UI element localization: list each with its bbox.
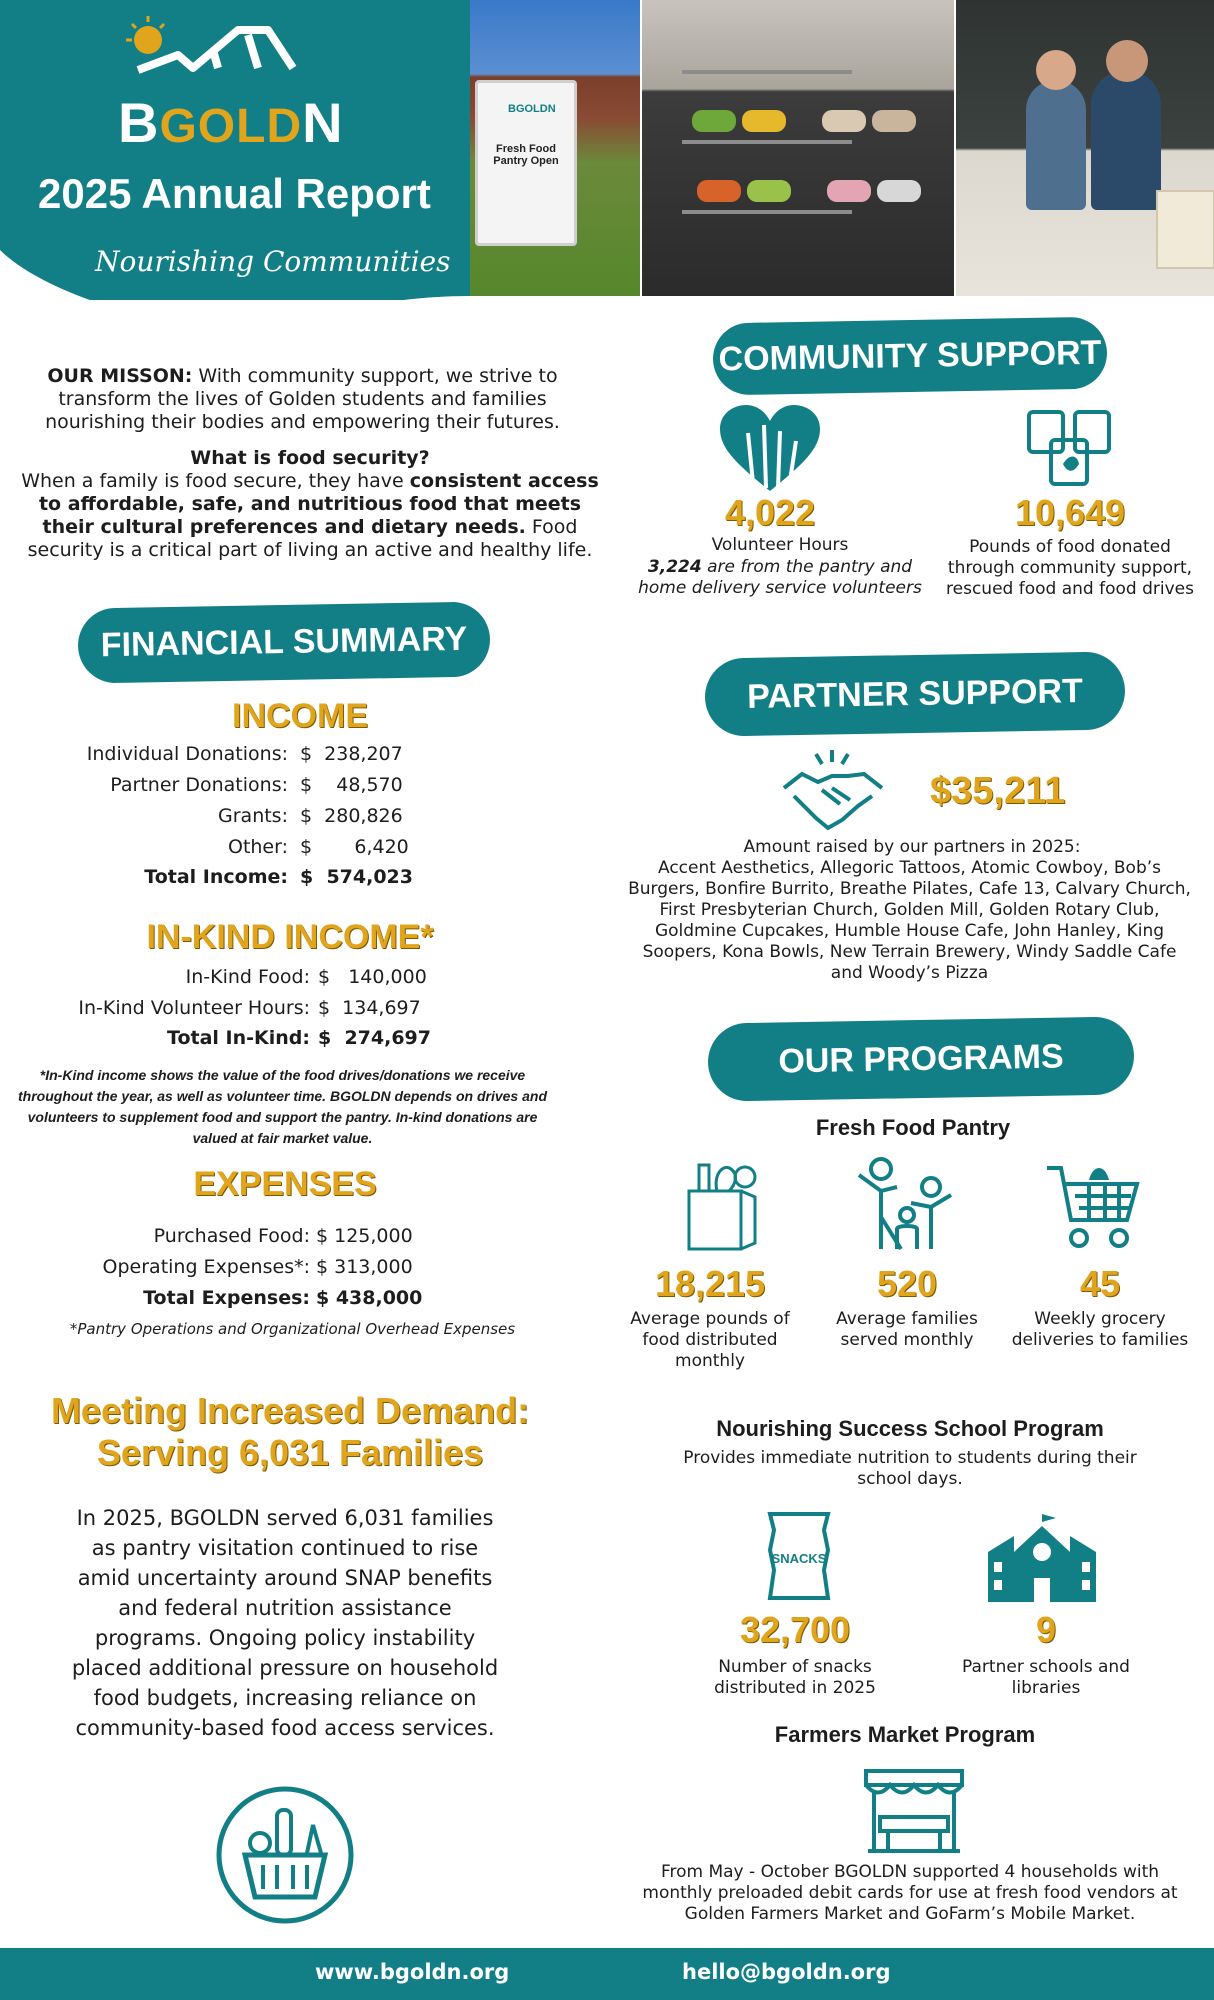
logo bbox=[118, 10, 358, 160]
school-stat-label: Partner schools and libraries bbox=[962, 1657, 1130, 1698]
inkind-total-value: $ 274,697 bbox=[318, 1027, 431, 1049]
pantry-stat-value: 45 bbox=[1079, 1263, 1121, 1304]
expense-row-value: $ 125,000 bbox=[316, 1225, 413, 1247]
basket-icon bbox=[215, 1785, 355, 1925]
our-programs-heading: OUR PROGRAMS bbox=[707, 1016, 1134, 1101]
logo-gold: GOLD bbox=[159, 100, 303, 153]
volunteer-sub-text: are from the pantry and home delivery service volunteers bbox=[638, 557, 922, 598]
canned-food-icon bbox=[1025, 402, 1115, 488]
pounds-donated-label: Pounds of food donated through community support, rescued food and food drives bbox=[946, 537, 1194, 599]
income-heading: INCOME bbox=[232, 697, 368, 735]
income-row-value: $ 48,570 bbox=[300, 774, 403, 796]
handshake-icon bbox=[782, 748, 884, 832]
partner-support-heading: PARTNER SUPPORT bbox=[704, 651, 1125, 736]
pounds-donated-value: 10,649 bbox=[1014, 492, 1126, 533]
expenses-note: *Pantry Operations and Organizational Overhead Expenses bbox=[69, 1320, 516, 1338]
income-row-label: Individual Donations: bbox=[86, 743, 288, 765]
income-row-value: $ 280,826 bbox=[300, 805, 403, 827]
pantry-stat-label: Weekly grocery deliveries to families bbox=[1011, 1309, 1189, 1350]
farmers-market-title: Farmers Market Program bbox=[774, 1722, 1036, 1747]
heart-hands-icon bbox=[718, 403, 822, 493]
inkind-row-value: $ 140,000 bbox=[318, 966, 427, 988]
school-stat-label: Number of snacks distributed in 2025 bbox=[714, 1657, 876, 1698]
logo-b: B bbox=[118, 91, 160, 154]
income-total-label: Total Income: bbox=[144, 866, 288, 888]
expense-row-label: Operating Expenses*: bbox=[102, 1256, 310, 1278]
income-row-label: Other: bbox=[227, 836, 288, 858]
school-stat-value: 9 bbox=[1035, 1609, 1057, 1650]
school-building-icon bbox=[984, 1512, 1100, 1604]
partner-raised-label: Amount raised by our partners in 2025: bbox=[743, 837, 1081, 857]
expense-row-label: Purchased Food: bbox=[153, 1225, 310, 1247]
school-stat-value: 32,700 bbox=[739, 1609, 851, 1650]
income-row-value: $ 238,207 bbox=[300, 743, 403, 765]
email-link[interactable]: hello@bgoldn.org bbox=[682, 1960, 891, 1984]
income-row-label: Partner Donations: bbox=[110, 774, 288, 796]
inkind-row-value: $ 134,697 bbox=[318, 997, 421, 1019]
expenses-heading: EXPENSES bbox=[193, 1165, 377, 1203]
sign-text: Fresh Food Pantry Open bbox=[493, 143, 559, 167]
pantry-stat-label: Average pounds of food distributed monthly bbox=[630, 1309, 790, 1371]
grocery-bag-icon bbox=[683, 1155, 761, 1253]
volunteer-hours-value: 4,022 bbox=[724, 492, 816, 533]
sign-logo: BGOLDN bbox=[508, 103, 556, 115]
demand-text: In 2025, BGOLDN served 6,031 families as pantry visitation continued to rise amid uncertainty around SNAP benefits and federal nutrition assistance programs. Ongoing policy instability placed additional pressure on household food budgets, increasing reliance on community-based food access services. bbox=[71, 1506, 499, 1740]
pantry-stat-value: 520 bbox=[876, 1263, 938, 1304]
income-row-value: $ 6,420 bbox=[300, 836, 409, 858]
food-security-text-1: When a family is food secure, they have bbox=[21, 470, 404, 492]
family-icon bbox=[857, 1155, 955, 1253]
partner-list: Accent Aesthetics, Allegoric Tattoos, Atomic Cowboy, Bob’s Burgers, Bonfire Burrito, Breathe Pilates, Cafe 13, Calvary Church, First Presbyterian Church, Golden Mill, Golden Rotary Club, Goldmine Cupcakes, Humble House Cafe, John Hanley, King Soopers, Kona Bowls, New Terrain Brewery, Windy Saddle Cafe and Woody’s Pizza bbox=[628, 858, 1191, 983]
demand-heading-line-2: Serving 6,031 Families bbox=[96, 1432, 484, 1473]
inkind-total-label: Total In-Kind: bbox=[167, 1027, 310, 1049]
pantry-sign bbox=[475, 80, 577, 246]
income-row-label: Grants: bbox=[218, 805, 288, 827]
income-total-value: $ 574,023 bbox=[300, 866, 413, 888]
expense-row-value: $ 313,000 bbox=[316, 1256, 413, 1278]
food-security-question: What is food security? bbox=[190, 447, 430, 469]
volunteer-sub-bold: 3,224 bbox=[647, 557, 702, 577]
tagline: Nourishing Communities bbox=[95, 245, 451, 278]
fresh-food-pantry-title: Fresh Food Pantry bbox=[815, 1115, 1011, 1140]
pantry-stat-label: Average families served monthly bbox=[836, 1309, 978, 1350]
photo-food-shelves bbox=[642, 0, 954, 296]
market-stand-icon bbox=[862, 1767, 966, 1853]
mission-text: With community support, we strive to transform the lives of Golden students and families nourishing their bodies and empowering their futures. bbox=[45, 365, 560, 433]
shopping-cart-icon bbox=[1045, 1160, 1143, 1252]
inkind-row-label: In-Kind Volunteer Hours: bbox=[78, 997, 310, 1019]
snacks-icon-label: SNACKS bbox=[771, 1551, 827, 1566]
school-program-desc: Provides immediate nutrition to students during their school days. bbox=[683, 1448, 1137, 1489]
inkind-heading: IN-KIND INCOME* bbox=[146, 918, 434, 956]
website-link[interactable]: www.bgoldn.org bbox=[315, 1960, 510, 1984]
mission-statement bbox=[15, 365, 590, 434]
expenses-total-value: $ 438,000 bbox=[316, 1287, 423, 1309]
demand-heading-line-1: Meeting Increased Demand: bbox=[50, 1390, 530, 1431]
school-program-title: Nourishing Success School Program bbox=[716, 1416, 1104, 1441]
community-support-heading: COMMUNITY SUPPORT bbox=[712, 317, 1107, 396]
partner-raised-value: $35,211 bbox=[930, 770, 1066, 812]
mission-label: OUR MISSON: bbox=[47, 365, 193, 387]
photo-volunteers bbox=[956, 0, 1214, 296]
food-security-text-bold: consistent access to affordable, safe, and nutritious food that meets their cultural preferences and dietary needs. bbox=[38, 470, 599, 538]
footer bbox=[0, 1948, 1214, 2000]
financial-summary-heading: FINANCIAL SUMMARY bbox=[77, 601, 490, 683]
logo-n: N bbox=[302, 91, 344, 154]
volunteer-hours-label: Volunteer Hours bbox=[711, 535, 849, 555]
report-title: 2025 Annual Report bbox=[38, 170, 431, 217]
demand-heading bbox=[40, 1390, 540, 1474]
pantry-stat-value: 18,215 bbox=[654, 1263, 766, 1304]
volunteer-hours-sub bbox=[635, 557, 925, 599]
snacks-bag-icon bbox=[764, 1510, 834, 1602]
food-security-text-2: Food security is a critical part of living an active and healthy life. bbox=[27, 516, 593, 561]
farmers-market-desc: From May - October BGOLDN supported 4 households with monthly preloaded debit cards for use at fresh food vendors at Golden Farmers Market and GoFarm’s Mobile Market. bbox=[642, 1862, 1178, 1924]
expenses-total-label: Total Expenses: bbox=[143, 1287, 310, 1309]
mountain-logo-icon bbox=[118, 10, 358, 90]
inkind-row-label: In-Kind Food: bbox=[185, 966, 310, 988]
inkind-note: *In-Kind income shows the value of the food drives/donations we receive throughout the year, as well as volunteer time. BGOLDN depends on drives and volunteers to supplement food and support the pantry. In-kind donations are valued at fair market value. bbox=[18, 1067, 547, 1146]
food-security-section bbox=[15, 447, 605, 562]
